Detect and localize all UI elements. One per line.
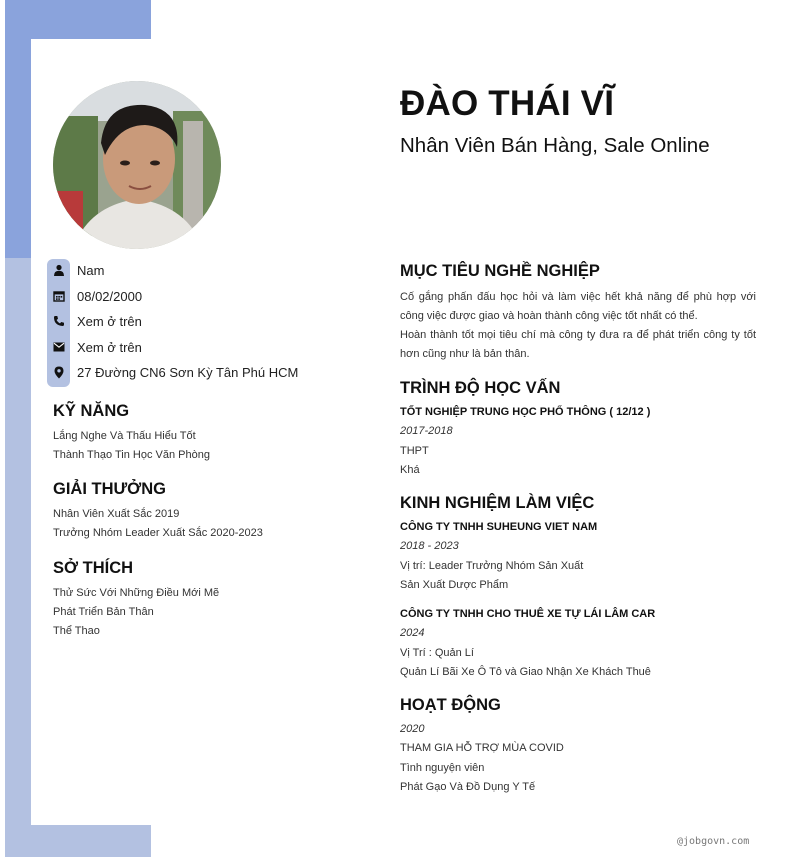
contact-address: [47, 362, 298, 382]
mail-icon: [47, 342, 70, 352]
activity-name: THAM GIA HỖ TRỢ MÙA COVID: [400, 742, 564, 754]
objective-heading: MỤC TIÊU NGHỀ NGHIỆP: [400, 262, 600, 280]
award-item: Nhân Viên Xuất Sắc 2019: [53, 508, 180, 520]
experience-period: 2024: [400, 627, 425, 639]
activity-detail: Phát Gạo Và Đồ Dụng Y Tế: [400, 781, 536, 793]
skill-item: Thành Thạo Tin Học Văn Phòng: [53, 449, 210, 461]
objective-paragraph-2: Hoàn thành tốt mọi tiêu chí mà công ty đưa ra để phát triển công ty tốt hơn cũng như là bản thân.: [400, 329, 756, 361]
experience-period: 2018 - 2023: [400, 540, 459, 552]
education-grade: Khá: [400, 464, 420, 476]
skill-item: Lắng Nghe Và Thấu Hiểu Tốt: [53, 430, 196, 442]
experience-detail: Quản Lí Bãi Xe Ô Tô và Giao Nhận Xe Khách Thuê: [400, 666, 651, 678]
contact-birthdate: [47, 286, 142, 306]
contact-gender: [47, 260, 104, 280]
activity-role: Tình nguyện viên: [400, 762, 485, 774]
phone-icon: [47, 315, 70, 327]
hobby-item: Thể Thao: [53, 625, 100, 637]
experience-heading: KINH NGHIỆM LÀM VIỆC: [400, 494, 595, 512]
education-heading: TRÌNH ĐỘ HỌC VẤN: [400, 379, 561, 397]
calendar-icon: [47, 290, 70, 302]
watermark: @jobgovn.com: [677, 836, 750, 847]
experience-company: CÔNG TY TNHH CHO THUÊ XE TỰ LÁI LÂM CAR: [400, 608, 656, 620]
experience-position: Vị trí: Leader Trưởng Nhóm Sản Xuất: [400, 560, 584, 572]
experience-company: CÔNG TY TNHH SUHEUNG VIET NAM: [400, 521, 598, 533]
location-pin-icon: [47, 366, 70, 379]
education-period: 2017-2018: [400, 425, 453, 437]
candidate-name: ĐÀO THÁI VĨ: [400, 84, 615, 123]
hobby-item: Thử Sức Với Những Điều Mới Mẽ: [53, 587, 220, 599]
hobbies-heading: SỞ THÍCH: [53, 559, 134, 577]
person-icon: [47, 264, 70, 276]
profile-photo: [53, 81, 221, 249]
awards-heading: GIẢI THƯỞNG: [53, 480, 167, 498]
contact-phone-text: Xem ở trên: [77, 313, 142, 329]
contact-birthdate-text: 08/02/2000: [77, 288, 143, 304]
education-school: TỐT NGHIỆP TRUNG HỌC PHỔ THÔNG ( 12/12 ): [400, 406, 651, 418]
contact-address-text: 27 Đường CN6 Sơn Kỳ Tân Phú HCM: [77, 364, 299, 380]
award-item: Trưởng Nhóm Leader Xuất Sắc 2020-2023: [53, 527, 263, 539]
candidate-job-title: Nhân Viên Bán Hàng, Sale Online: [400, 134, 710, 157]
experience-detail: Sản Xuất Dược Phẩm: [400, 579, 509, 591]
skills-heading: KỸ NĂNG: [53, 402, 130, 420]
contact-email: [47, 337, 142, 357]
education-degree: THPT: [400, 445, 429, 457]
activity-year: 2020: [400, 723, 425, 735]
contact-phone: [47, 311, 142, 331]
objective-paragraph-1: Cố gắng phấn đấu học hỏi và làm việc hết khả năng để phù hợp với công việc được giao và hoàn thành công việc tốt nhất có thể.: [400, 291, 756, 323]
experience-position: Vị Trí : Quản Lí: [400, 647, 474, 659]
contact-email-text: Xem ở trên: [77, 339, 142, 355]
hobby-item: Phát Triển Bản Thân: [53, 606, 154, 618]
contact-gender-text: Nam: [77, 262, 105, 278]
activities-heading: HOẠT ĐỘNG: [400, 696, 501, 714]
